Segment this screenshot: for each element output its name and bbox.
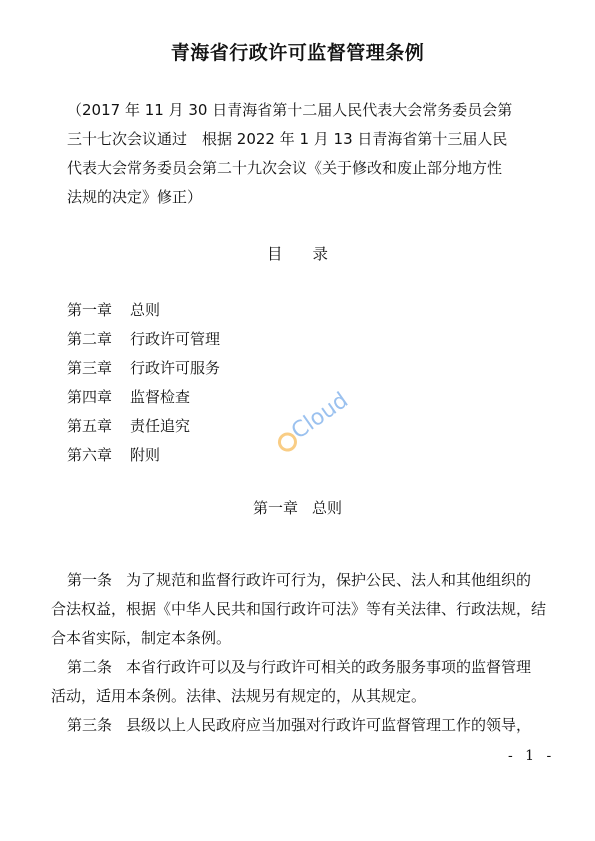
amendment-note <box>67 96 537 212</box>
watermark-text: Cloud <box>287 387 353 445</box>
note-line: （2017 年 11 月 30 日青海省第十二届人民代表大会常务委员会第 <box>67 101 513 119</box>
toc-chapter-title: 总则 <box>130 301 161 319</box>
cloud-watermark-logo <box>258 380 353 460</box>
toc-chapter-number: 第六章 <box>67 446 113 464</box>
article-line <box>67 711 555 740</box>
toc-heading <box>0 242 595 264</box>
toc-chapter-number: 第二章 <box>67 330 113 348</box>
toc-item[interactable] <box>67 383 220 412</box>
toc-chapter-title: 附则 <box>130 446 161 464</box>
note-line: 三十七次会议通过 根据 2022 年 1 月 13 日青海省第十三届人民 <box>67 130 508 148</box>
toc-heading-left: 目 <box>266 245 283 263</box>
toc-item[interactable] <box>67 412 220 441</box>
article-label: 第一条 <box>67 571 113 589</box>
chapter-title: 总则 <box>312 499 343 517</box>
article-text: 合本省实际，制定本条例。 <box>51 629 232 647</box>
toc-chapter-number: 第五章 <box>67 417 113 435</box>
article-text: 本省行政许可以及与行政许可相关的政务服务事项的监督管理 <box>126 658 532 676</box>
note-line: 代表大会常务委员会第二十九次会议《关于修改和废止部分地方性 <box>67 159 503 177</box>
page-number: - 1 - <box>508 748 556 764</box>
article-text: 活动，适用本条例。法律、法规另有规定的，从其规定。 <box>51 687 427 705</box>
note-line: 法规的决定》修正） <box>67 188 203 206</box>
toc-item[interactable] <box>67 296 220 325</box>
document-title: 青海省行政许可监督管理条例 <box>170 42 425 64</box>
chapter-body <box>51 566 555 740</box>
article-line <box>67 566 555 595</box>
article-label: 第二条 <box>67 658 113 676</box>
table-of-contents <box>67 296 220 470</box>
chapter-number: 第一章 <box>252 499 298 517</box>
chapter-heading <box>0 497 595 518</box>
article-label: 第三条 <box>67 716 113 734</box>
toc-heading-right: 录 <box>312 245 329 263</box>
toc-chapter-number: 第一章 <box>67 301 113 319</box>
toc-item[interactable] <box>67 441 220 470</box>
article-line <box>51 624 555 653</box>
toc-item[interactable] <box>67 354 220 383</box>
article-line <box>51 595 555 624</box>
toc-chapter-number: 第四章 <box>67 388 113 406</box>
article-line <box>51 682 555 711</box>
article-text: 合法权益，根据《中华人民共和国行政许可法》等有关法律、行政法规，结 <box>51 600 547 618</box>
toc-chapter-title: 监督检查 <box>130 388 191 406</box>
toc-chapter-title: 责任追究 <box>130 417 191 435</box>
toc-item[interactable] <box>67 325 220 354</box>
article-line <box>67 653 555 682</box>
toc-chapter-title: 行政许可管理 <box>130 330 221 348</box>
toc-chapter-title: 行政许可服务 <box>130 359 221 377</box>
toc-chapter-number: 第三章 <box>67 359 113 377</box>
article-text: 县级以上人民政府应当加强对行政许可监督管理工作的领导， <box>126 716 532 734</box>
article-text: 为了规范和监督行政许可行为，保护公民、法人和其他组织的 <box>126 571 532 589</box>
